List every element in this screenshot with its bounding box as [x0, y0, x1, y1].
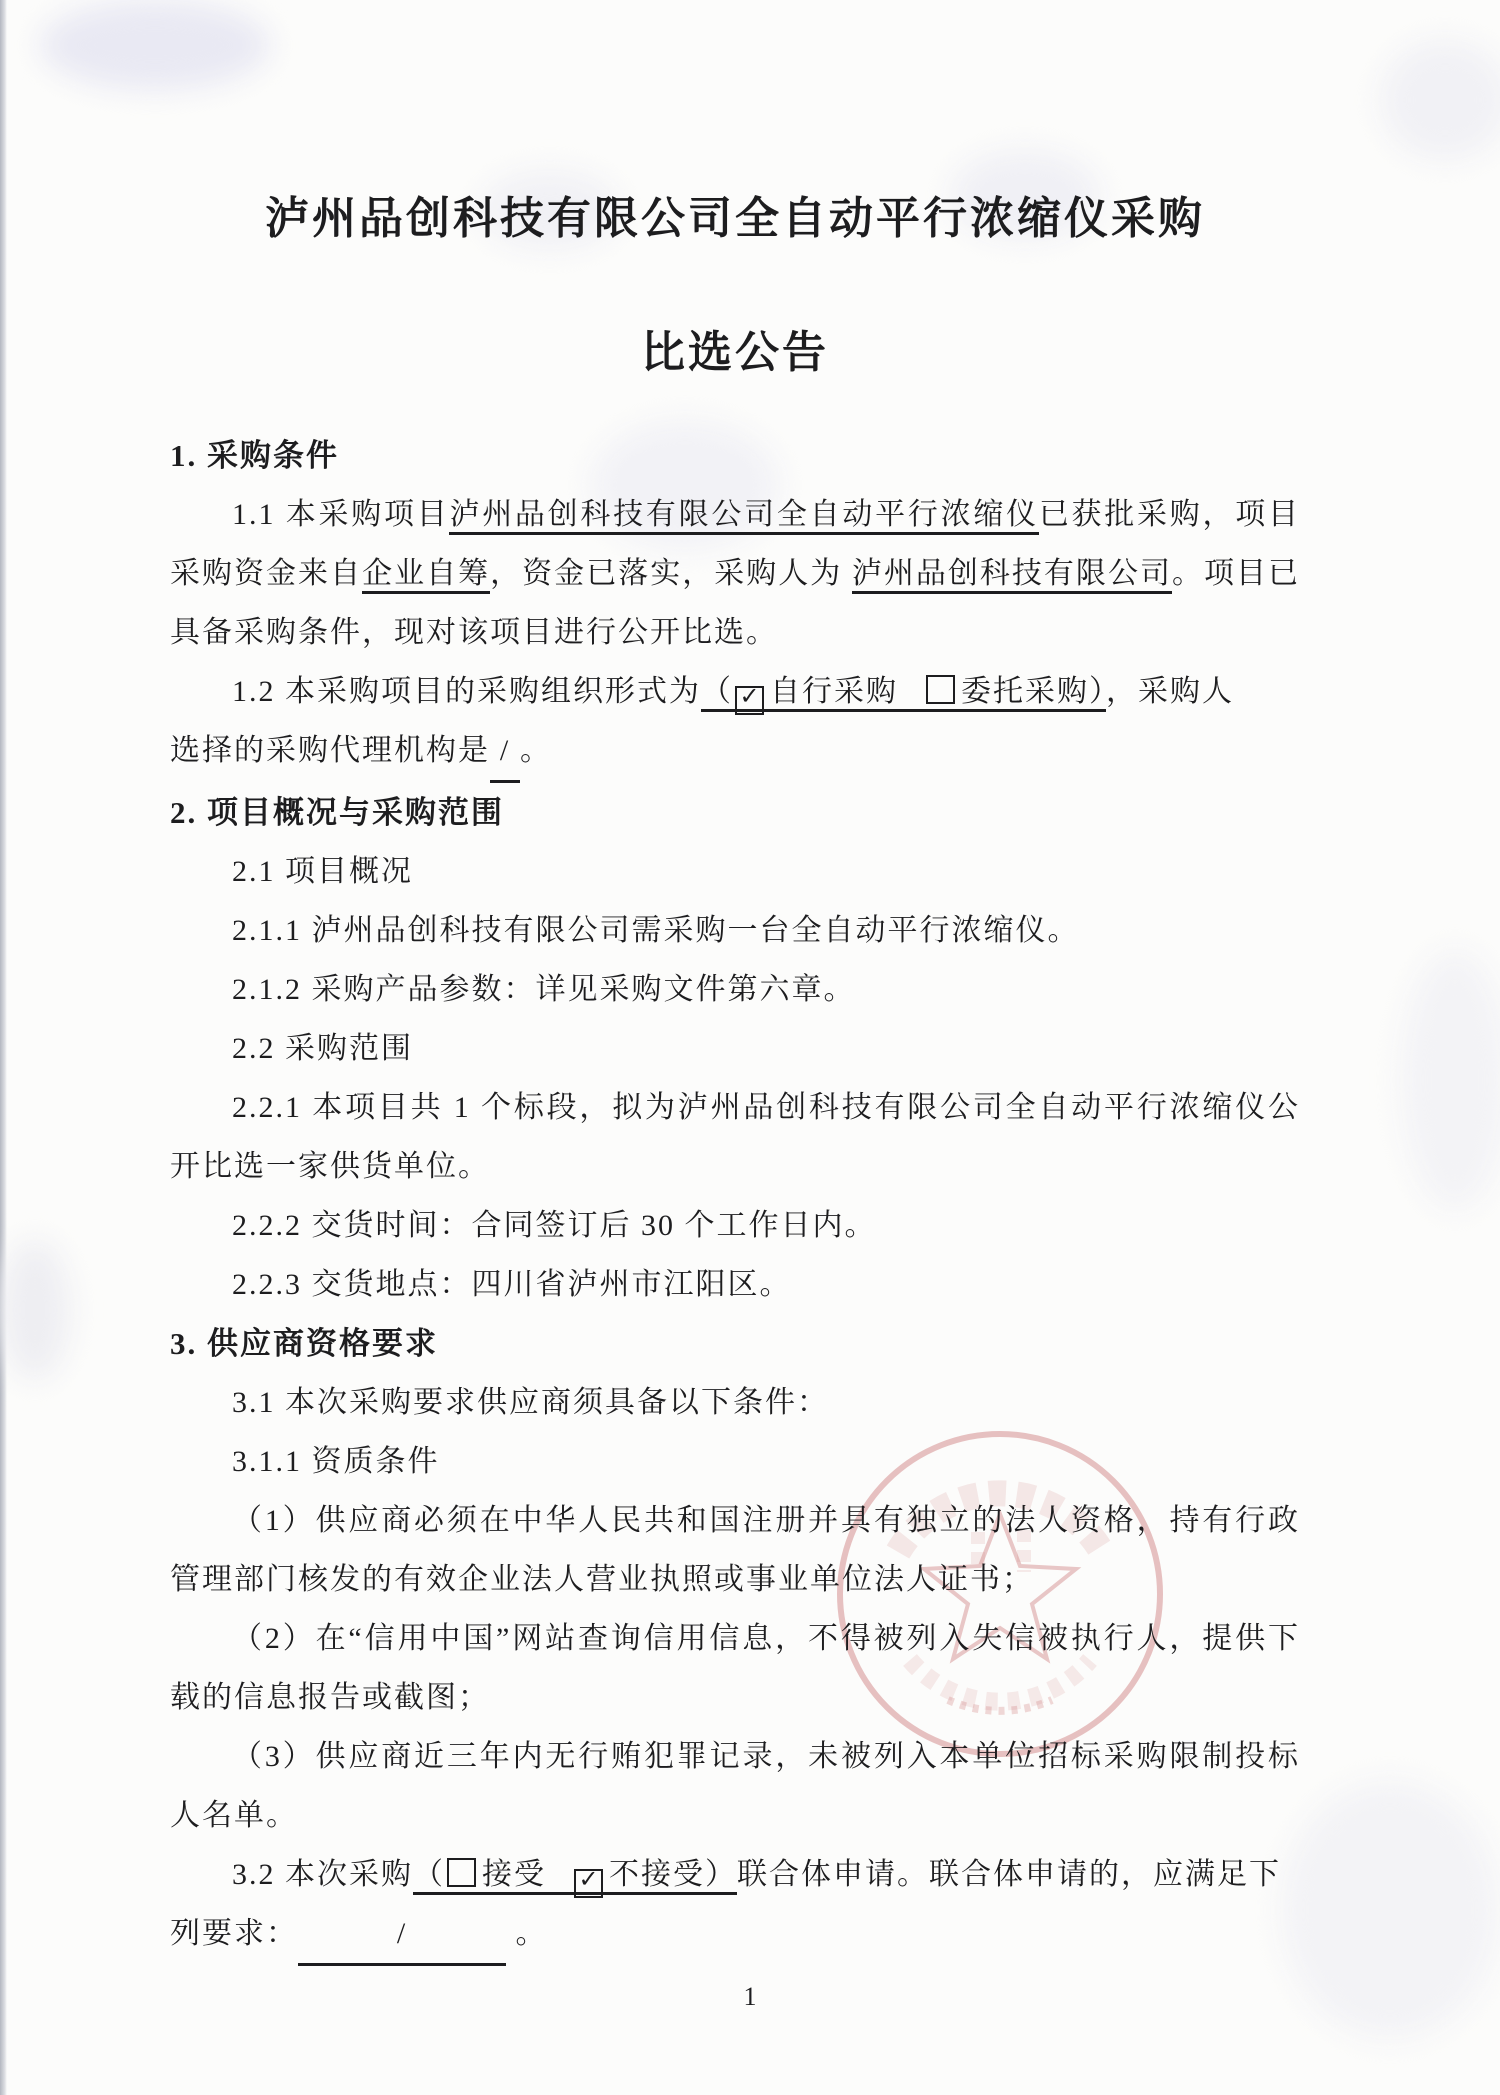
scan-smudge — [1380, 40, 1500, 160]
option-self-procurement-label: 自行采购 — [770, 675, 898, 708]
option-not-accept-label: 不接受 — [609, 1858, 705, 1891]
paragraph-3-2-line2 — [170, 1904, 1300, 1966]
agency-blank: / — [490, 721, 520, 783]
option-delegated-procurement-label: 委托采购 — [961, 675, 1089, 708]
paragraph-2-2-2: 2.2.2 交货时间：合同签订后 30 个工作日内。 — [232, 1209, 877, 1242]
document-page — [170, 0, 1300, 1966]
scan-smudge — [1400, 950, 1500, 1210]
section-1-heading: 1. 采购条件 — [170, 438, 339, 473]
paragraph-1-2-line1 — [170, 662, 1300, 721]
option-accept-label: 接受 — [482, 1858, 546, 1891]
underlined-consortium-choice — [413, 1858, 737, 1895]
checkbox-self-procurement-checked — [735, 682, 764, 715]
scan-left-edge-shadow — [0, 0, 7, 2095]
text: 已获批采购，项目采购资金来自 — [170, 498, 1301, 590]
text: 。 — [515, 1917, 548, 1950]
text: （ — [701, 675, 733, 708]
check-icon: ✓ — [578, 1865, 599, 1893]
checkbox-delegated-procurement-unchecked — [926, 675, 955, 704]
paragraph-3-2-line1 — [170, 1845, 1300, 1904]
text: ） — [705, 1858, 737, 1891]
text: 选择的采购代理机构是 — [170, 734, 490, 767]
qualification-item-1: （1）供应商必须在中华人民共和国注册并具有独立的法人资格，持有行政管理部门核发的有效企业法人营业执照或事业单位法人证书； — [170, 1504, 1300, 1596]
checkbox-accept-unchecked — [447, 1858, 476, 1887]
paragraph-2-2-3: 2.2.3 交货地点：四川省泸州市江阳区。 — [232, 1268, 792, 1301]
text: ） — [1089, 675, 1106, 708]
check-icon: ✓ — [739, 682, 760, 710]
paragraph-3-1: 3.1 本次采购要求供应商须具备以下条件： — [232, 1386, 829, 1419]
text: 。 — [520, 734, 552, 767]
checkbox-not-accept-checked — [574, 1865, 603, 1898]
underlined-procurement-form — [701, 675, 1106, 712]
paragraph-2-1: 2.1 项目概况 — [232, 855, 413, 888]
paragraph-3-1-1: 3.1.1 资质条件 — [232, 1445, 440, 1478]
text: ，资金已落实，采购人为 — [490, 557, 852, 590]
underlined-project-name: 泸州品创科技有限公司全自动平行浓缩仪 — [449, 498, 1038, 535]
text: 3.2 本次采购 — [232, 1858, 413, 1891]
text: ，采购人 — [1106, 675, 1234, 708]
text: 1.2 本采购项目的采购组织形式为 — [232, 675, 701, 708]
text: 。项目已具备采购条件，现对该项目进行公开比选。 — [170, 557, 1301, 649]
document-title-line1: 泸州品创科技有限公司全自动平行浓缩仪采购 — [265, 194, 1205, 243]
text: 联合体申请。联合体申请的，应满足下 — [737, 1858, 1281, 1891]
scan-smudge — [0, 1240, 70, 1380]
text: 1.1 本采购项目 — [232, 498, 450, 531]
page-number: 1 — [743, 1982, 757, 2011]
paragraph-2-2-1: 2.2.1 本项目共 1 个标段，拟为泸州品创科技有限公司全自动平行浓缩仪公开比选一家供货单位。 — [170, 1091, 1300, 1183]
requirements-blank: / — [298, 1904, 506, 1966]
underlined-funding-source: 企业自筹 — [362, 557, 490, 594]
section-3-heading: 3. 供应商资格要求 — [170, 1326, 438, 1361]
paragraph-1-2-line2 — [170, 721, 1300, 783]
qualification-item-3: （3）供应商近三年内无行贿犯罪记录，未被列入本单位招标采购限制投标人名单。 — [170, 1740, 1300, 1832]
document-title-line2: 比选公告 — [641, 328, 829, 377]
paragraph-1-1 — [170, 485, 1300, 662]
text: （ — [413, 1858, 445, 1891]
text: 列要求： — [170, 1917, 298, 1950]
section-2-heading: 2. 项目概况与采购范围 — [170, 795, 504, 830]
paragraph-2-1-1: 2.1.1 泸州品创科技有限公司需采购一台全自动平行浓缩仪。 — [232, 914, 1080, 947]
qualification-item-2: （2）在“信用中国”网站查询信用信息，不得被列入失信被执行人，提供下载的信息报告或截图； — [170, 1622, 1300, 1714]
paragraph-2-1-2: 2.1.2 采购产品参数：详见采购文件第六章。 — [232, 973, 856, 1006]
underlined-purchaser-name: 泸州品创科技有限公司 — [852, 557, 1172, 594]
paragraph-2-2: 2.2 采购范围 — [232, 1032, 413, 1065]
